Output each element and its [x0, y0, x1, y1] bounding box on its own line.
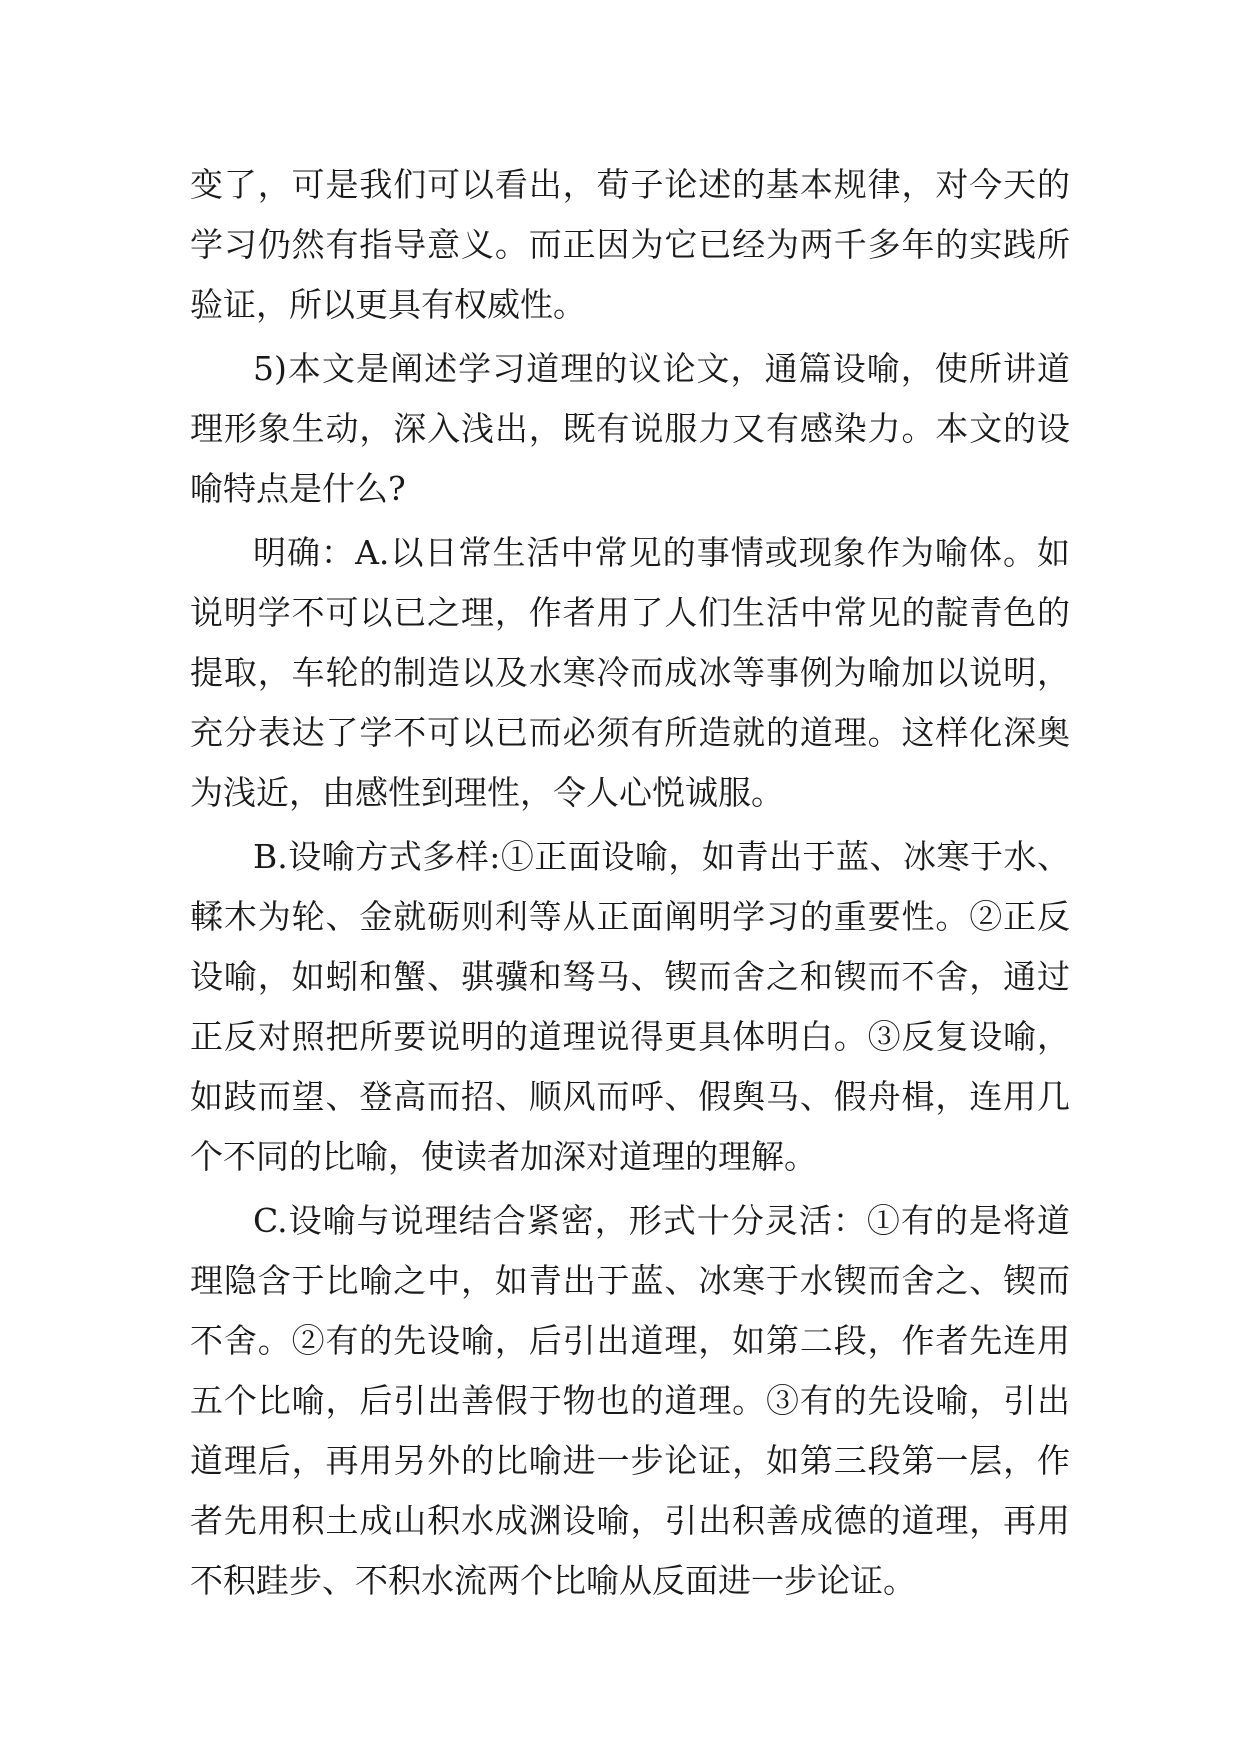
text-line: 充分表达了学不可以已而必须有所造就的道理。这样化深奥: [190, 713, 1070, 752]
text-line: 明确：A.以日常生活中常见的事情或现象作为喻体。如: [253, 533, 1070, 572]
text-line: 正反对照把所要说明的道理说得更具体明白。③反复设喻，: [190, 1017, 1070, 1056]
text-line: 如跂而望、登高而招、顺风而呼、假舆马、假舟楫，连用几: [190, 1077, 1070, 1116]
text-line: 理隐含于比喻之中，如青出于蓝、冰寒于水锲而舍之、锲而: [190, 1261, 1070, 1300]
text-line: 设喻，如蚓和蟹、骐骥和驽马、锲而舍之和锲而不舍，通过: [190, 957, 1070, 996]
document-body: [190, 155, 1070, 1615]
text-line: 提取，车轮的制造以及水寒冷而成冰等事例为喻加以说明，: [190, 653, 1070, 692]
text-line: 五个比喻，后引出善假于物也的道理。③有的先设喻，引出: [190, 1381, 1070, 1420]
text-line: 变了，可是我们可以看出，荀子论述的基本规律，对今天的: [190, 165, 1070, 204]
text-line: 说明学不可以已之理，作者用了人们生活中常见的靛青色的: [190, 593, 1070, 632]
text-line: 验证，所以更具有权威性。: [190, 285, 586, 324]
text-line: 道理后，再用另外的比喻进一步论证，如第三段第一层，作: [190, 1441, 1070, 1480]
text-line: 个不同的比喻，使读者加深对道理的理解。: [190, 1137, 817, 1176]
text-line: C.设喻与说理结合紧密，形式十分灵活：①有的是将道: [253, 1201, 1070, 1240]
text-line: 輮木为轮、金就砺则利等从正面阐明学习的重要性。②正反: [190, 897, 1070, 936]
text-line: 者先用积土成山积水成渊设喻，引出积善成德的道理，再用: [190, 1501, 1070, 1540]
paragraph-1: [190, 155, 1070, 335]
text-line: B.设喻方式多样:①正面设喻，如青出于蓝、冰寒于水、: [253, 837, 1070, 876]
text-line: 不舍。②有的先设喻，后引出道理，如第二段，作者先连用: [190, 1321, 1070, 1360]
paragraph-2: [190, 339, 1070, 519]
text-line: 不积跬步、不积水流两个比喻从反面进一步论证。: [190, 1561, 916, 1600]
paragraph-4: [190, 827, 1070, 1187]
text-line: 喻特点是什么?: [190, 469, 406, 508]
text-line: 5)本文是阐述学习道理的议论文，通篇设喻，使所讲道: [253, 349, 1070, 388]
text-line: 为浅近，由感性到理性，令人心悦诚服。: [190, 773, 784, 812]
paragraph-5: [190, 1191, 1070, 1611]
text-line: 理形象生动，深入浅出，既有说服力又有感染力。本文的设: [190, 409, 1070, 448]
paragraph-3: [190, 523, 1070, 823]
text-line: 学习仍然有指导意义。而正因为它已经为两千多年的实践所: [190, 225, 1070, 264]
